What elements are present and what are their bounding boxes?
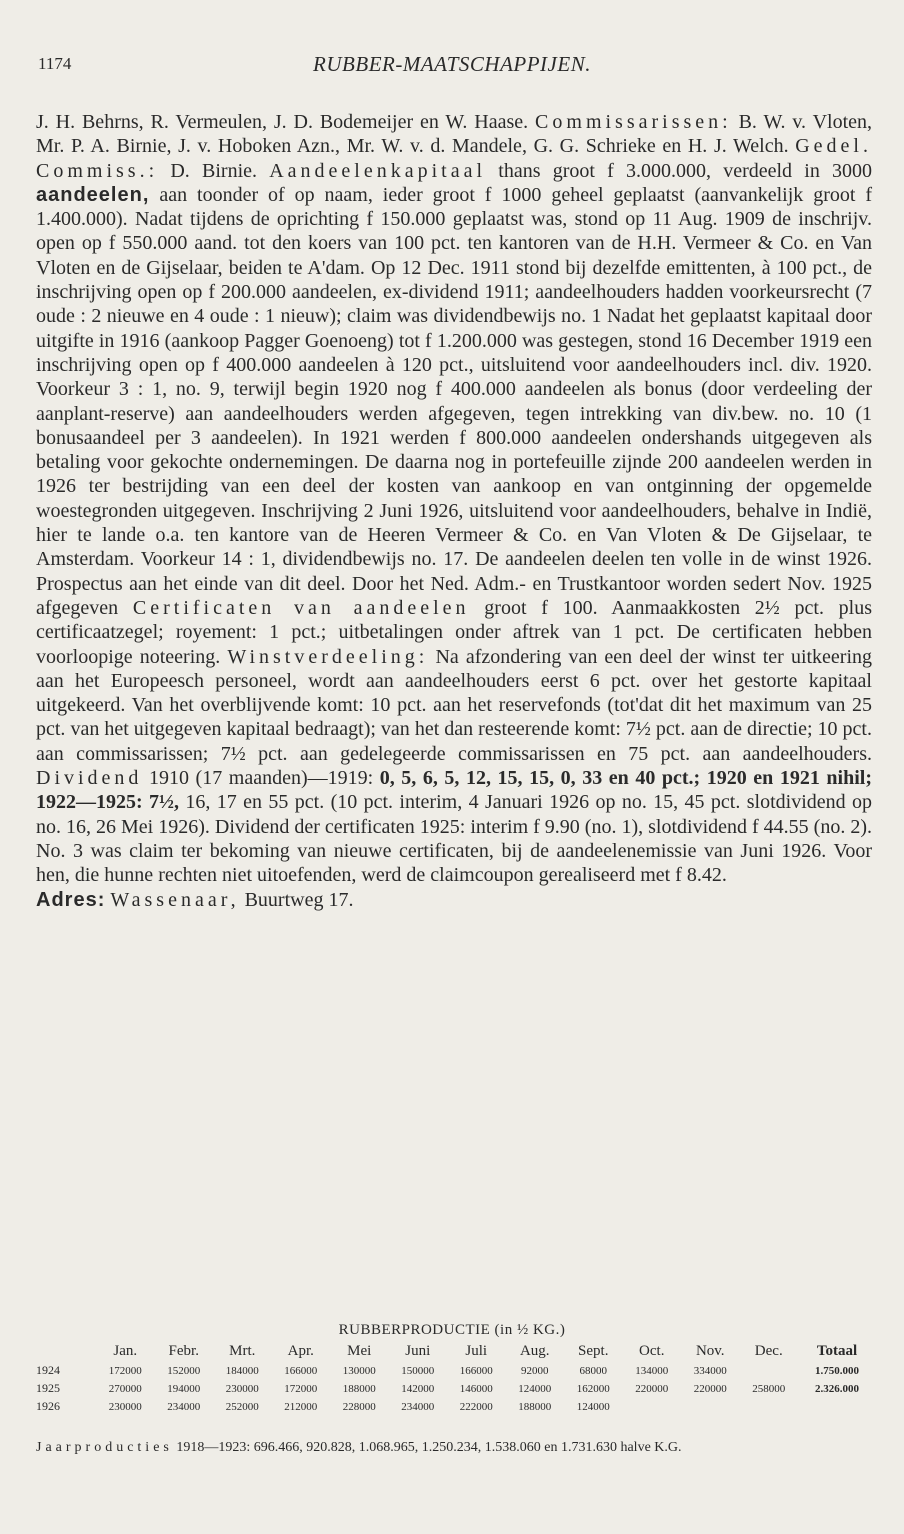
table-cell: 172000 (108, 1364, 142, 1377)
row-year: 1925 (36, 1381, 60, 1395)
table-cell (798, 1397, 876, 1415)
table-cell: 188000 (518, 1400, 552, 1413)
table-cell: 194000 (167, 1382, 201, 1395)
dividend-label: Dividend (36, 767, 143, 790)
production-table (36, 1342, 876, 1415)
table-cell: 162000 (576, 1382, 610, 1395)
table-cell: 1.750.000 (815, 1364, 859, 1377)
column-header: Juni (405, 1343, 431, 1359)
aandeelen-keyword: aandeelen, (36, 183, 150, 206)
column-header: Juli (465, 1343, 488, 1359)
table-cell: 92000 (521, 1364, 549, 1377)
table-cell: 124000 (576, 1400, 610, 1413)
column-header: Mei (347, 1343, 372, 1359)
column-header: Aug. (519, 1343, 550, 1359)
table-cell: 146000 (459, 1382, 493, 1395)
entry-body (36, 110, 872, 912)
gedel-commiss-label: Gedel. Commiss.: (36, 135, 872, 182)
table-cell: 166000 (284, 1364, 318, 1377)
running-title: RUBBER-MAATSCHAPPIJEN. (313, 52, 591, 76)
table-cell: 230000 (108, 1400, 142, 1413)
table-cell: 134000 (635, 1364, 669, 1377)
table-row (36, 1397, 876, 1415)
adres-place: Wassenaar, (110, 888, 240, 911)
winstverdeeling-label: Winstverdeeling: (227, 645, 429, 668)
table-cell: 188000 (342, 1382, 376, 1395)
directors-text: J. H. Behrns, R. Vermeulen, J. D. Bodemeijer en W. Haase. (36, 111, 529, 133)
column-header: Sept. (578, 1343, 609, 1359)
table-cell (623, 1397, 682, 1415)
table-cell (740, 1397, 799, 1415)
dividend-details: 16, 17 en 55 pct. (10 pct. interim, 4 Januari 1926 op no. 15, 45 pct. slotdividend op no. 16, 26 Mei 1926). Dividend der certificaten 1925: interim f 9.90 (no. 1), slotdividend f 44.55 (no. 2). No. 3 was claim ter bekoming van nieuwe certificaten, bij de aandeelenemissie van Juni 1926. Voor hen, die hunne rechten niet uitoefenden, werd de claimcoupon gerealiseerd met f 8.42. (36, 791, 872, 887)
table-cell: 258000 (752, 1382, 786, 1395)
column-header: Dec. (754, 1343, 783, 1359)
adres-street: Buurtweg 17. (244, 888, 354, 911)
table-cell: 212000 (284, 1400, 318, 1413)
jaarproducties-text: 1918—1923: 696.466, 920.828, 1.068.965, 1.250.234, 1.538.060 en 1.731.630 halve K.G. (176, 1440, 682, 1455)
table-cell: 222000 (459, 1400, 493, 1413)
table-cell: 152000 (167, 1364, 201, 1377)
column-header: Totaal (816, 1343, 858, 1359)
column-header (36, 1342, 96, 1361)
adres-label: Adres: (36, 888, 106, 911)
column-header: Oct. (639, 1343, 665, 1359)
certificaten-text: groot f 100. Aanmaakkosten 2½ pct. plus certificaatzegel; royement: 1 pct.; uitbetalingen onder aftrek van 1 pct. De certificaten hebben voorloopige noteering. (36, 596, 873, 668)
table-cell (740, 1361, 799, 1379)
table-cell: 252000 (225, 1400, 259, 1413)
table-cell: 150000 (401, 1364, 435, 1377)
production-table-title: RUBBERPRODUCTIE (in ½ KG.) (338, 1322, 566, 1338)
row-year: 1924 (36, 1363, 60, 1377)
table-cell: 124000 (518, 1382, 552, 1395)
column-header: Jan. (113, 1343, 138, 1359)
production-header-row (36, 1342, 876, 1361)
row-year: 1926 (36, 1399, 60, 1413)
table-cell: 184000 (225, 1364, 259, 1377)
production-body (36, 1361, 876, 1415)
table-row (36, 1361, 876, 1379)
jaarproducties-label: Jaarproducties (36, 1440, 173, 1455)
dividend-1922: 7½, (149, 791, 180, 814)
table-cell: 220000 (693, 1382, 727, 1395)
table-cell: 130000 (342, 1364, 376, 1377)
dividend-figures: 0, 5, 6, 5, 12, 15, 15, 0, 33 en 40 pct.; 1920 en 1921 nihil; 1922—1925: (36, 767, 872, 814)
table-row (36, 1379, 876, 1397)
column-header: Apr. (287, 1343, 314, 1359)
gedel-commiss-text: D. Birnie. (170, 159, 258, 182)
table-cell: 172000 (284, 1382, 318, 1395)
column-header: Mrt. (229, 1343, 256, 1359)
table-cell: 234000 (167, 1400, 201, 1413)
table-cell (681, 1397, 740, 1415)
aandeelen-history-text: aan toonder of op naam, ieder groot f 1000 geheel geplaatst (aanvankelijk groot f 1.400.000). Nadat tijdens de oprichting f 150.000 geplaatst was, stond op 11 Aug. 1909 de inschrijv. open op f 550.000 aand. tot den koers van 100 pct. ten kantoren van de H.H. Vermeer & Co. en Van Vloten en de Gijselaar, beiden te A'dam. Op 12 Dec. 1911 stond bij dezelfde emittenten, à 100 pct., de inschrijving open op f 200.000 aandeelen, ex-dividend 1911; aandeelhouders hadden voorkeursrecht (7 oude : 2 nieuwe en 4 oude : 1 nieuw); claim was dividendbewijs no. 1 Nadat het geplaatst kapitaal door uitgifte in 1916 (aankoop Pagger Goenoeng) tot f 1.200.000 was gestegen, stond 16 December 1919 een inschrijving open op f 400.000 aandeelen à 120 pct., uitsluitend voor aandeelhouders incl. div. 1920. Voorkeur 3 : 1, no. 9, terwijl begin 1920 nog f 400.000 aandeelen als bonus (door verdeeling der aanplant-reserve) aan aandeelhouders werden afgegeven, tegen intrekking van div.bew. no. 10 (1 bonusaandeel per 3 aandeelen). In 1921 werden f 800.000 aandeelen ondershands uitgegeven als betaling voor gekochte ondernemingen. De daarna nog in portefeuille zijnde 200 aandeelen werden in 1926 ter bestrijding van een deel der kosten van aankoop en van ontginning der opgemelde woestegronden uitgegeven. Inschrijving 2 Juni 1926, uitsluitend voor aandeelhouders, behalve in Indië, hier te lande o.a. ten kantore van de Heeren Vermeer & Co. en Van Vloten & De Gijselaar, te Amsterdam. Voorkeur 14 : 1, dividendbewijs no. 17. De aandeelen deelen ten volle in de winst 1926. Prospectus aan het einde van dit deel. Door het Ned. Adm.- en Trustkantoor worden sedert Nov. 1925 afgegeven (36, 183, 873, 619)
table-cell: 2.326.000 (815, 1382, 859, 1395)
dividend-period: 1910 (17 maanden)—1919: (149, 767, 374, 790)
commissarissen-label: Commissarissen: (535, 111, 732, 133)
commissarissen-text: B. W. v. Vloten, Mr. P. A. Birnie, J. v. Hoboken Azn., Mr. W. v. d. Mandele, G. G. Schrieke en H. J. Welch. (36, 111, 873, 158)
table-cell: 228000 (342, 1400, 376, 1413)
jaarproducties (36, 1437, 872, 1459)
kapitaal-text: thans groot f 3.000.000, verdeeld in 3000 (498, 159, 873, 182)
table-cell: 220000 (635, 1382, 669, 1395)
table-cell: 234000 (401, 1400, 435, 1413)
table-cell: 68000 (579, 1364, 607, 1377)
table-cell: 270000 (108, 1382, 142, 1395)
table-cell: 166000 (459, 1364, 493, 1377)
page-header (0, 48, 904, 82)
table-cell: 142000 (401, 1382, 435, 1395)
table-cell: 230000 (225, 1382, 259, 1395)
page-number: 1174 (38, 54, 72, 73)
column-header: Nov. (695, 1343, 725, 1359)
winstverdeeling-text: Na afzondering van een deel der winst ter uitkeering aan het Europeesch personeel, wordt aan aandeelhouders eerst 6 pct. over het gestorte kapitaal uitgekeerd. Van het overblijvende komt: 10 pct. aan het reservefonds (tot'dat dit het maximum van 25 pct. van het uitgegeven kapitaal bedraagt); van het dan resteerende komt: 7½ pct. aan de directie; 10 pct. aan commissarissen; 7½ pct. aan gedelegeerde commissarissen en 75 pct. aan aandeelhouders. (36, 645, 873, 765)
column-header: Febr. (168, 1343, 199, 1359)
aandeelenkapitaal-label: Aandeelenkapitaal (269, 159, 487, 182)
table-cell: 334000 (693, 1364, 727, 1377)
certificaten-label: Certificaten van aandeelen (132, 596, 470, 619)
